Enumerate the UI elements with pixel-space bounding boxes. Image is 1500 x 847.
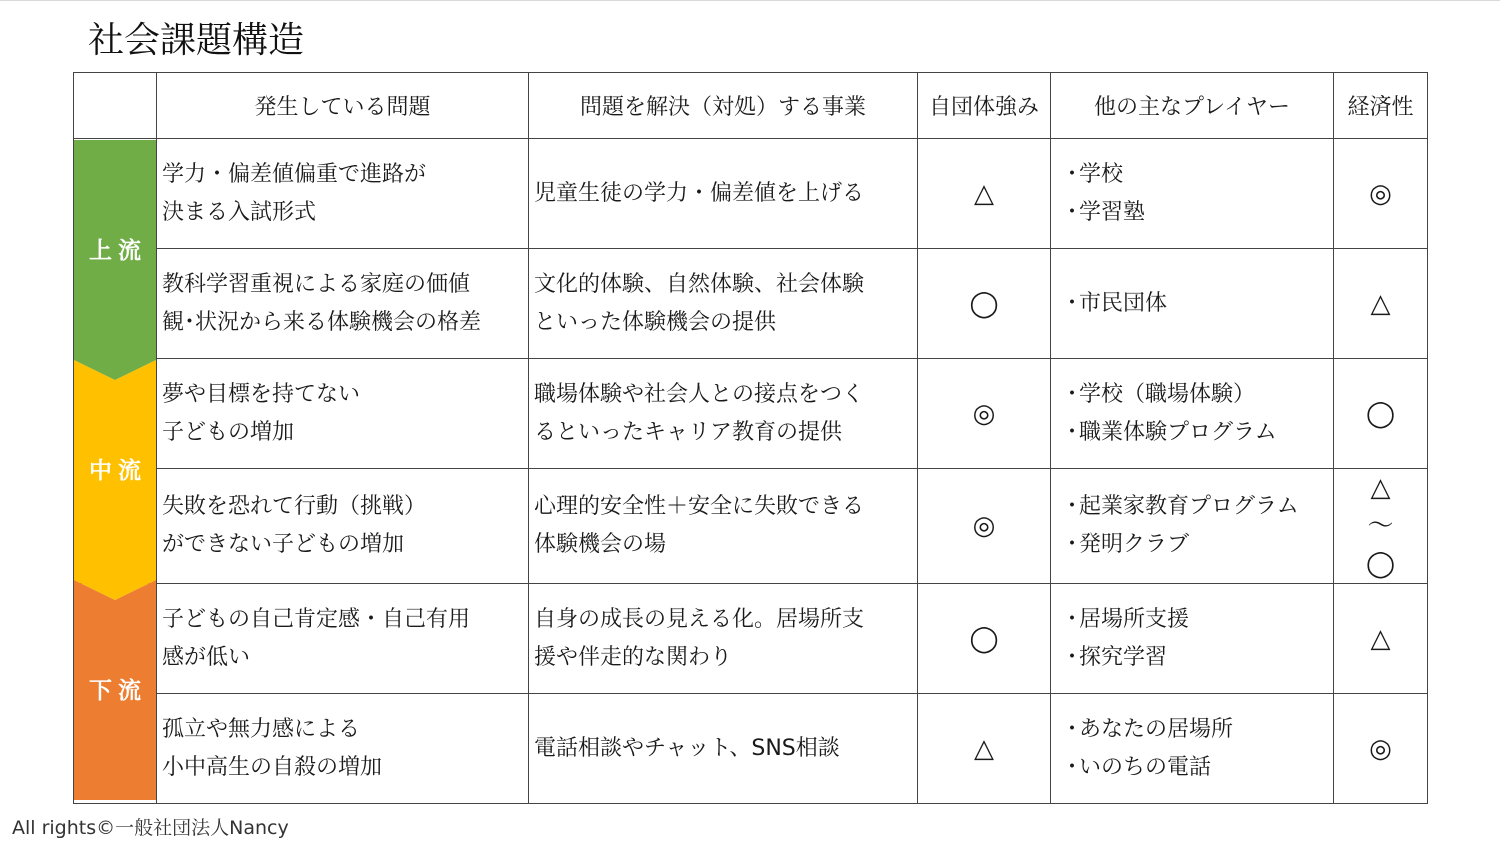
top-divider: [0, 0, 1500, 1]
solution-cell-text: といった体験機会の提供: [534, 309, 777, 335]
problem-cell-line: [162, 304, 528, 342]
problem-cell-line: [162, 711, 528, 749]
players-cell-text: 学習塾: [1079, 199, 1146, 225]
players-cell: [1051, 584, 1334, 694]
problem-cell-text: ができない子どもの増加: [162, 532, 405, 557]
problem-cell-text: 感が低い: [162, 644, 251, 670]
problem-cell-text: 教科学習重視による家庭の価値: [162, 271, 471, 297]
players-cell-line: [1061, 194, 1333, 232]
solution-cell-line: [534, 488, 917, 526]
problem-cell: [157, 139, 529, 249]
page-title: 社会課題構造: [88, 20, 305, 61]
bullet: ・: [1061, 290, 1084, 316]
players-cell-text: 市民団体: [1079, 290, 1168, 316]
economy-mark: [1334, 249, 1428, 359]
problem-cell-text: 子どもの自己肯定感・自己有用: [162, 606, 471, 632]
players-cell-line: [1061, 285, 1333, 323]
players-cell-line: [1061, 156, 1333, 194]
solution-cell-text: 援や伴走的な関わり: [534, 644, 733, 670]
players-cell-text: いのちの電話: [1079, 754, 1212, 780]
table-row: [74, 139, 1428, 249]
bullet: ・: [1061, 419, 1084, 445]
players-cell-text: 発明クラブ: [1079, 532, 1190, 557]
strength-mark: △: [918, 694, 1051, 804]
players-cell-line: [1061, 414, 1333, 452]
problem-cell-text: 学力・偏差値偏重で進路が: [162, 161, 427, 187]
economy-symbol: 〜: [1367, 511, 1394, 541]
solution-cell-line: [534, 266, 917, 304]
problem-cell-text: 決まる入試形式: [162, 199, 317, 225]
solution-cell: [529, 359, 918, 469]
economy-symbol: △: [1370, 623, 1391, 654]
solution-cell-text: 体験機会の場: [534, 532, 667, 557]
problem-cell: [157, 469, 529, 584]
economy-mark: [1334, 584, 1428, 694]
solution-cell-line: [534, 304, 917, 342]
bullet: ・: [1061, 606, 1084, 632]
strength-mark: ◯: [918, 249, 1051, 359]
bullet: ・: [1061, 494, 1084, 519]
header-players: 他の主なプレイヤー: [1051, 73, 1334, 139]
players-cell: [1051, 139, 1334, 249]
players-cell-line: [1061, 639, 1333, 677]
economy-mark: [1334, 359, 1428, 469]
players-cell: [1051, 359, 1334, 469]
solution-cell-text: 自身の成長の見える化。居場所支: [534, 606, 865, 632]
issue-structure-table: [73, 72, 1428, 804]
problem-cell-line: [162, 601, 528, 639]
table-row: [74, 694, 1428, 804]
economy-stack: [1334, 469, 1427, 583]
problem-cell-line: [162, 639, 528, 677]
economy-symbol: ◎: [1369, 733, 1392, 764]
problem-cell-line: [162, 414, 528, 452]
solution-cell: [529, 584, 918, 694]
economy-symbol: △: [1370, 288, 1391, 319]
solution-cell-text: 心理的安全性＋安全に失敗できる: [534, 494, 865, 519]
strength-mark: ◯: [918, 584, 1051, 694]
stage-label-midstream: 中流: [89, 458, 147, 484]
bullet: ・: [1061, 532, 1084, 557]
players-cell-line: [1061, 488, 1333, 526]
problem-cell: [157, 584, 529, 694]
economy-symbol: ◎: [1369, 178, 1392, 209]
problem-cell-line: [162, 488, 528, 526]
solution-cell-line: [534, 601, 917, 639]
players-cell-line: [1061, 376, 1333, 414]
players-cell: [1051, 469, 1334, 584]
header-problem: 発生している問題: [157, 73, 529, 139]
economy-stack: [1334, 285, 1427, 323]
players-cell-text: 職業体験プログラム: [1079, 419, 1277, 445]
table-row: [74, 584, 1428, 694]
players-cell-text: あなたの居場所: [1079, 716, 1234, 742]
solution-cell: [529, 469, 918, 584]
players-cell-line: [1061, 526, 1333, 564]
solution-cell-text: 電話相談やチャット、SNS相談: [534, 735, 840, 761]
economy-symbol: △: [1370, 473, 1391, 503]
problem-cell-line: [162, 156, 528, 194]
solution-cell-text: るといったキャリア教育の提供: [534, 419, 843, 445]
stage-label-downstream: 下流: [89, 678, 147, 704]
problem-cell-text: 夢や目標を持てない: [162, 381, 361, 407]
problem-cell-text: 子どもの増加: [162, 419, 295, 445]
header-stage: [74, 73, 157, 139]
problem-cell: [157, 249, 529, 359]
players-cell-text: 居場所支援: [1079, 606, 1190, 632]
problem-cell-line: [162, 526, 528, 564]
problem-cell-text: 小中高生の自殺の増加: [162, 754, 383, 780]
bullet: ・: [1061, 716, 1084, 742]
economy-symbol: ◯: [1365, 398, 1396, 429]
stage-label-upstream: 上流: [89, 238, 147, 264]
strength-mark: ◎: [918, 359, 1051, 469]
problem-cell-text: 失敗を恐れて行動（挑戦）: [162, 494, 427, 519]
copyright-footer: All rights©一般社団法人Nancy: [12, 817, 289, 839]
solution-cell-line: [534, 414, 917, 452]
strength-mark: ◎: [918, 469, 1051, 584]
players-cell-line: [1061, 711, 1333, 749]
bullet: ・: [1061, 381, 1084, 407]
players-cell-line: [1061, 749, 1333, 787]
players-cell-text: 学校: [1079, 161, 1124, 187]
players-cell: [1051, 694, 1334, 804]
economy-symbol: ◯: [1365, 549, 1396, 579]
bullet: ・: [1061, 199, 1084, 225]
solution-cell-line: [534, 376, 917, 414]
problem-cell: [157, 694, 529, 804]
solution-cell: [529, 694, 918, 804]
economy-stack: [1334, 395, 1427, 433]
solution-cell-text: 職場体験や社会人との接点をつく: [534, 381, 865, 407]
problem-cell-line: [162, 749, 528, 787]
economy-mark: [1334, 139, 1428, 249]
economy-stack: [1334, 730, 1427, 768]
solution-cell-line: [534, 526, 917, 564]
problem-cell-text: 観･状況から来る体験機会の格差: [162, 309, 482, 335]
header-solution: 問題を解決（対処）する事業: [529, 73, 918, 139]
players-cell-text: 探究学習: [1079, 644, 1168, 670]
bullet: ・: [1061, 161, 1084, 187]
solution-cell-text: 文化的体験、自然体験、社会体験: [534, 271, 865, 297]
players-cell-text: 起業家教育プログラム: [1079, 494, 1299, 519]
bullet: ・: [1061, 644, 1084, 670]
solution-cell-text: 児童生徒の学力・偏差値を上げる: [534, 180, 865, 206]
economy-mark: [1334, 469, 1428, 584]
header-economy: 経済性: [1334, 73, 1428, 139]
economy-mark: [1334, 694, 1428, 804]
players-cell: [1051, 249, 1334, 359]
players-cell-line: [1061, 601, 1333, 639]
problem-cell: [157, 359, 529, 469]
bullet: ・: [1061, 754, 1084, 780]
solution-cell: [529, 249, 918, 359]
solution-cell-line: [534, 639, 917, 677]
solution-cell-line: [534, 730, 917, 768]
players-cell-text: 学校（職場体験）: [1079, 381, 1256, 407]
economy-stack: [1334, 175, 1427, 213]
solution-cell: [529, 139, 918, 249]
table-row: [74, 249, 1428, 359]
header-strength: 自団体強み: [918, 73, 1051, 139]
strength-mark: △: [918, 139, 1051, 249]
solution-cell-line: [534, 175, 917, 213]
problem-cell-line: [162, 376, 528, 414]
table-row: [74, 469, 1428, 584]
header-row: [74, 73, 1428, 139]
economy-stack: [1334, 620, 1427, 658]
problem-cell-line: [162, 194, 528, 232]
problem-cell-line: [162, 266, 528, 304]
problem-cell-text: 孤立や無力感による: [162, 716, 361, 742]
table-row: [74, 359, 1428, 469]
